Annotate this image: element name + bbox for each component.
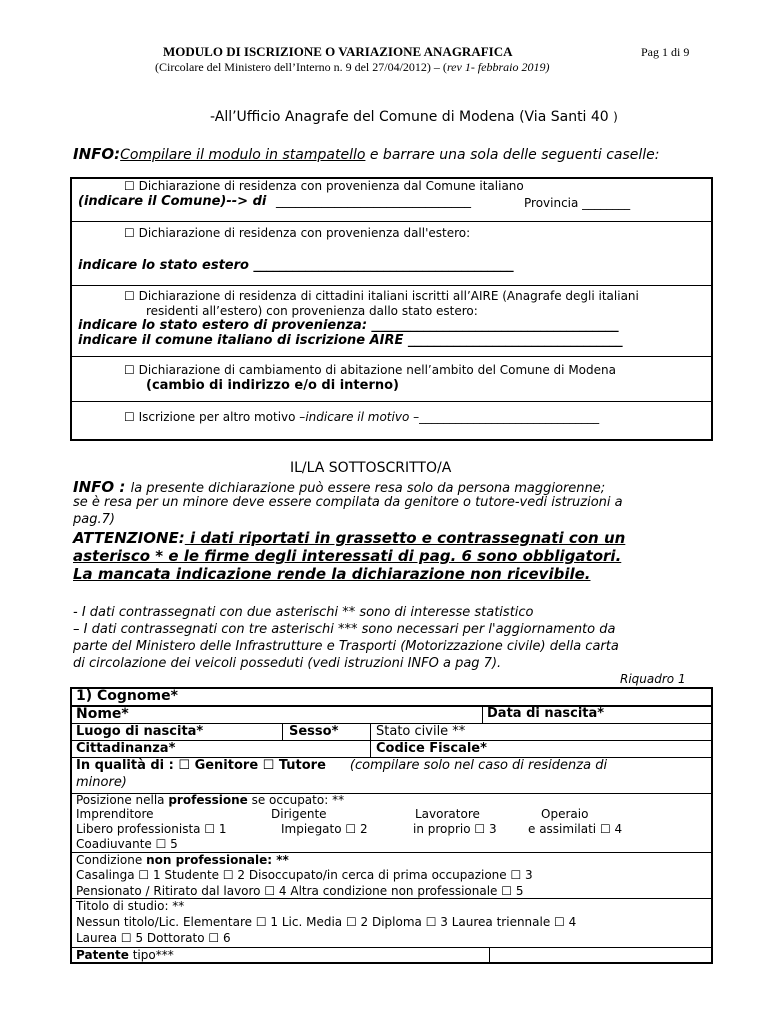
comune-field[interactable]: ______________________________ [276, 194, 471, 209]
luogo-nascita-label[interactable]: Luogo di nascita* [76, 724, 204, 739]
office-close: ) [613, 110, 618, 124]
note-line2: – I dati contrassegnati con tre asterischi *** sono necessari per l'aggiornamento da [73, 622, 616, 637]
attention-text: i dati riportati in grassetto e contrassegnati con un [184, 529, 626, 547]
codice-fiscale-label[interactable]: Codice Fiscale* [376, 741, 487, 756]
divider [70, 356, 713, 357]
qualita-note-line2: minore) [76, 775, 127, 790]
qualita-row[interactable] [76, 758, 607, 773]
prof-imprenditore: Imprenditore [76, 807, 154, 821]
professione-heading [76, 793, 344, 807]
non-professionale-text: Condizione [76, 853, 147, 867]
office-text: -All’Ufficio Anagrafe del Comune di Modena (Via Santi 40 [210, 109, 609, 125]
prof-coadiuvante-checkbox[interactable]: Coadiuvante ☐ 5 [76, 837, 178, 851]
altro-motivo-text: ☐ Iscrizione per altro motivo – [124, 410, 306, 424]
attention-line1 [73, 529, 625, 547]
divider [70, 285, 713, 286]
info2-line1 [73, 478, 605, 496]
altro-motivo-field[interactable]: ______________________________ [419, 410, 600, 424]
titolo-studio-row1[interactable]: Nessun titolo/Lic. Elementare ☐ 1 Lic. Media ☐ 2 Diploma ☐ 3 Laurea triennale ☐ 4 [76, 915, 577, 929]
attention-label: ATTENZIONE: [73, 529, 185, 547]
altro-motivo-italic: indicare il motivo – [305, 410, 420, 424]
note-line4: di circolazione dei veicoli posseduti (vedi istruzioni INFO a pag 7). [73, 656, 502, 671]
note-line1: - I dati contrassegnati con due asterischi ** sono di interesse statistico [73, 605, 534, 620]
prof-impiegato-checkbox[interactable]: Impiegato ☐ 2 [281, 822, 368, 836]
option-comune-label: (indicare il Comune)--> di [78, 194, 267, 209]
riquadro-label: Riquadro 1 [620, 672, 686, 686]
non-professionale-row1[interactable]: Casalinga ☐ 1 Studente ☐ 2 Disoccupato/in cerca di prima occupazione ☐ 3 [76, 868, 533, 882]
qualita-note: (compilare solo nel caso di residenza di [349, 758, 608, 773]
aire-comune-field[interactable]: indicare il comune italiano di iscrizione AIRE _________________________________ [78, 333, 623, 348]
prof-libero-professionista-checkbox[interactable]: Libero professionista ☐ 1 [76, 822, 227, 836]
option-altro-motivo[interactable] [124, 410, 599, 424]
prof-operaio-checkbox[interactable]: e assimilati ☐ 4 [528, 822, 623, 836]
option-aire-line2: residenti all’estero) con provenienza dallo stato estero: [146, 304, 478, 318]
data-nascita-label[interactable]: Data di nascita* [487, 706, 605, 721]
divider [489, 947, 490, 964]
prof-lavoratore-checkbox[interactable]: in proprio ☐ 3 [413, 822, 497, 836]
note-line3: parte del Ministero delle Infrastrutture e Trasporti (Motorizzazione civile) della carta [73, 639, 619, 654]
non-professionale-heading [76, 853, 289, 867]
professione-heading-suffix: se occupato: ** [247, 793, 345, 807]
form-title: MODULO DI ISCRIZIONE O VARIAZIONE ANAGRAFICA [163, 44, 513, 59]
patente-bold: Patente [76, 948, 129, 962]
attention-line2: asterisco * e le firme degli interessati di pag. 6 sono obbligatori. [73, 547, 622, 565]
non-professionale-bold: non professionale: ** [146, 853, 289, 867]
divider [370, 723, 371, 757]
section-heading: IL/LA SOTTOSCRITTO/A [290, 460, 452, 476]
qualita-options[interactable]: In qualità di : ☐ Genitore ☐ Tutore [76, 758, 326, 773]
sesso-label[interactable]: Sesso* [289, 724, 339, 739]
info2-label: INFO : [73, 478, 131, 496]
non-professionale-row2[interactable]: Pensionato / Ritirato dal lavoro ☐ 4 Altra condizione non professionale ☐ 5 [76, 884, 524, 898]
stato-civile-label[interactable]: Stato civile ** [376, 724, 466, 739]
titolo-studio-row2[interactable]: Laurea ☐ 5 Dottorato ☐ 6 [76, 931, 231, 945]
aire-stato-field[interactable]: indicare lo stato estero di provenienza: ______________________________________ [78, 318, 619, 333]
subtitle-revision: rev 1- febbraio 2019) [446, 60, 550, 74]
stato-estero-field[interactable]: indicare lo stato estero ________________________________________ [78, 258, 514, 273]
divider [70, 221, 713, 222]
info-instructions [73, 145, 659, 163]
provincia-field[interactable]: Provincia ________ [524, 196, 631, 210]
office-line [210, 109, 618, 125]
cognome-label[interactable]: 1) Cognome* [76, 688, 178, 704]
info-rest: e barrare una sola delle seguenti caselle: [365, 147, 660, 163]
option-comune-italiano[interactable]: ☐ Dichiarazione di residenza con provenienza dal Comune italiano [124, 179, 524, 193]
attention-line3: La mancata indicazione rende la dichiarazione non ricevibile. [73, 565, 591, 583]
form-subtitle [155, 60, 549, 75]
prof-dirigente: Dirigente [271, 807, 327, 821]
info-underlined: Compilare il modulo in stampatello [120, 147, 366, 163]
professione-heading-text: Posizione nella [76, 793, 169, 807]
cittadinanza-label[interactable]: Cittadinanza* [76, 741, 176, 756]
prof-operaio: Operaio [541, 807, 589, 821]
divider [482, 705, 483, 723]
option-estero[interactable]: ☐ Dichiarazione di residenza con provenienza dall'estero: [124, 226, 471, 240]
divider [282, 723, 283, 740]
subtitle-text: (Circolare del Ministero dell’Interno n. 9 del 27/04/2012) – ( [155, 60, 447, 74]
option-aire[interactable]: ☐ Dichiarazione di residenza di cittadini italiani iscritti all’AIRE (Anagrafe degli italiani [124, 289, 639, 303]
page-number: Pag 1 di 9 [641, 45, 690, 59]
professione-heading-bold: professione [168, 793, 248, 807]
patente-label[interactable] [76, 948, 174, 962]
info2-line2: se è resa per un minore deve essere compilata da genitore o tutore-vedi istruzioni a [73, 495, 623, 510]
option-cambio-abitazione[interactable]: ☐ Dichiarazione di cambiamento di abitazione nell’ambito del Comune di Modena [124, 363, 616, 377]
titolo-studio-heading: Titolo di studio: ** [76, 899, 185, 913]
info2-text: la presente dichiarazione può essere resa solo da persona maggiorenne; [130, 481, 606, 496]
cambio-indirizzo-label: (cambio di indirizzo e/o di interno) [146, 378, 399, 393]
info-label: INFO: [73, 145, 121, 163]
divider [70, 401, 713, 402]
prof-lavoratore: Lavoratore [415, 807, 480, 821]
info2-line3: pag.7) [73, 512, 115, 527]
patente-tipo: tipo*** [128, 948, 174, 962]
divider [70, 705, 713, 707]
nome-label[interactable]: Nome* [76, 706, 129, 722]
